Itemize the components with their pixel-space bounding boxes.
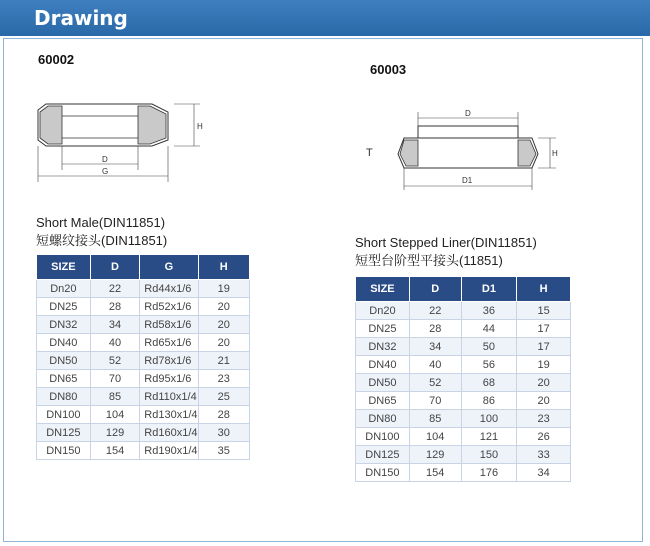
table-cell: 20 (517, 374, 571, 392)
short-male-table (36, 254, 250, 460)
table-cell: 86 (461, 392, 517, 410)
table-cell: 150 (461, 446, 517, 464)
dim-h-label: H (552, 149, 558, 158)
table-cell: 26 (517, 428, 571, 446)
table-cell: DN50 (356, 374, 410, 392)
table-cell: DN125 (356, 446, 410, 464)
table-cell: 25 (198, 388, 249, 406)
table-cell: Dn20 (356, 302, 410, 320)
table-cell: 56 (461, 356, 517, 374)
table-row (37, 334, 250, 352)
left-model-label: 60002 (38, 52, 75, 67)
table-cell: 154 (409, 464, 461, 482)
table-cell: 19 (198, 280, 249, 298)
table-cell: 70 (90, 370, 140, 388)
table-cell: DN65 (37, 370, 91, 388)
right-caption-cn: 短型台阶型平接头(11851) (355, 253, 503, 268)
table-cell: 23 (517, 410, 571, 428)
stepped-liner-table (355, 276, 571, 482)
right-caption-en: Short Stepped Liner(DIN11851) (355, 235, 537, 250)
column-header-size: SIZE (37, 255, 91, 280)
table-cell: DN80 (356, 410, 410, 428)
table-cell: 15 (517, 302, 571, 320)
table-row (356, 302, 571, 320)
page-header (0, 0, 650, 36)
table-cell: Rd190x1/4 (140, 442, 198, 460)
dim-d-label: D (465, 109, 471, 118)
dim-h-label: H (197, 122, 203, 131)
table-cell: 129 (409, 446, 461, 464)
table-cell: 20 (198, 334, 249, 352)
table-cell: 40 (409, 356, 461, 374)
table-row (356, 410, 571, 428)
table-cell: DN65 (356, 392, 410, 410)
table-cell: 20 (198, 316, 249, 334)
table-cell: DN150 (356, 464, 410, 482)
table-row (37, 352, 250, 370)
table-cell: 100 (461, 410, 517, 428)
table-cell: 50 (461, 338, 517, 356)
table-cell: 20 (198, 298, 249, 316)
table-row (356, 428, 571, 446)
table-cell: Rd160x1/4 (140, 424, 198, 442)
table-row (37, 442, 250, 460)
table-cell: DN32 (356, 338, 410, 356)
table-cell: DN80 (37, 388, 91, 406)
stepped-liner-drawing (362, 106, 562, 196)
table-cell: Rd78x1/6 (140, 352, 198, 370)
column-header-size: SIZE (356, 277, 410, 302)
table-cell: DN125 (37, 424, 91, 442)
table-cell: Rd58x1/6 (140, 316, 198, 334)
table-cell: 52 (90, 352, 140, 370)
table-cell: Rd52x1/6 (140, 298, 198, 316)
table-cell: 85 (409, 410, 461, 428)
table-row (37, 406, 250, 424)
table-row (37, 280, 250, 298)
table-cell: 121 (461, 428, 517, 446)
table-cell: 68 (461, 374, 517, 392)
table-cell: 20 (517, 392, 571, 410)
column-header-d: D (409, 277, 461, 302)
column-header-g: G (140, 255, 198, 280)
table-cell: 36 (461, 302, 517, 320)
table-cell: 44 (461, 320, 517, 338)
dim-t-label: T (366, 147, 373, 159)
column-header-h: H (198, 255, 249, 280)
dim-g-label: G (102, 167, 109, 176)
table-row (356, 320, 571, 338)
table-cell: DN40 (356, 356, 410, 374)
table-cell: 28 (198, 406, 249, 424)
table-cell: 23 (198, 370, 249, 388)
table-cell: Rd110x1/4 (140, 388, 198, 406)
short-male-drawing (28, 98, 218, 188)
table-cell: 34 (517, 464, 571, 482)
table-cell: 22 (90, 280, 140, 298)
table-row (37, 424, 250, 442)
table-cell: Dn20 (37, 280, 91, 298)
left-caption (36, 214, 167, 250)
table-row (37, 316, 250, 334)
table-cell: 22 (409, 302, 461, 320)
table-cell: 17 (517, 320, 571, 338)
dim-d-label: D (102, 155, 108, 164)
table-cell: 52 (409, 374, 461, 392)
table-cell: 35 (198, 442, 249, 460)
table-cell: 154 (90, 442, 140, 460)
table-cell: Rd130x1/4 (140, 406, 198, 424)
table-cell: 21 (198, 352, 249, 370)
table-row (356, 356, 571, 374)
column-header-d: D (90, 255, 140, 280)
table-cell: DN25 (37, 298, 91, 316)
right-model-label: 60003 (370, 62, 407, 77)
table-row (356, 338, 571, 356)
table-cell: 19 (517, 356, 571, 374)
dim-d1-label: D1 (462, 176, 473, 185)
table-cell: DN50 (37, 352, 91, 370)
table-cell: Rd95x1/6 (140, 370, 198, 388)
column-header-d1: D1 (461, 277, 517, 302)
table-cell: 33 (517, 446, 571, 464)
table-cell: 28 (90, 298, 140, 316)
table-cell: DN150 (37, 442, 91, 460)
table-cell: DN32 (37, 316, 91, 334)
table-cell: 70 (409, 392, 461, 410)
table-cell: DN40 (37, 334, 91, 352)
table-cell: 28 (409, 320, 461, 338)
table-cell: Rd44x1/6 (140, 280, 198, 298)
table-cell: 104 (90, 406, 140, 424)
table-row (356, 374, 571, 392)
left-caption-en: Short Male(DIN11851) (36, 215, 166, 230)
table-row (356, 446, 571, 464)
table-cell: Rd65x1/6 (140, 334, 198, 352)
right-caption (355, 234, 537, 270)
table-cell: 40 (90, 334, 140, 352)
table-row (37, 388, 250, 406)
table-cell: DN25 (356, 320, 410, 338)
table-row (37, 298, 250, 316)
table-row (356, 464, 571, 482)
table-cell: 104 (409, 428, 461, 446)
table-cell: 34 (409, 338, 461, 356)
table-row (356, 392, 571, 410)
table-cell: 30 (198, 424, 249, 442)
table-cell: 17 (517, 338, 571, 356)
table-cell: 176 (461, 464, 517, 482)
table-cell: 85 (90, 388, 140, 406)
table-cell: DN100 (37, 406, 91, 424)
table-cell: 34 (90, 316, 140, 334)
page-title: Drawing (34, 6, 128, 30)
table-row (37, 370, 250, 388)
table-cell: 129 (90, 424, 140, 442)
column-header-h: H (517, 277, 571, 302)
left-caption-cn: 短螺纹接头(DIN11851) (36, 233, 168, 248)
table-cell: DN100 (356, 428, 410, 446)
